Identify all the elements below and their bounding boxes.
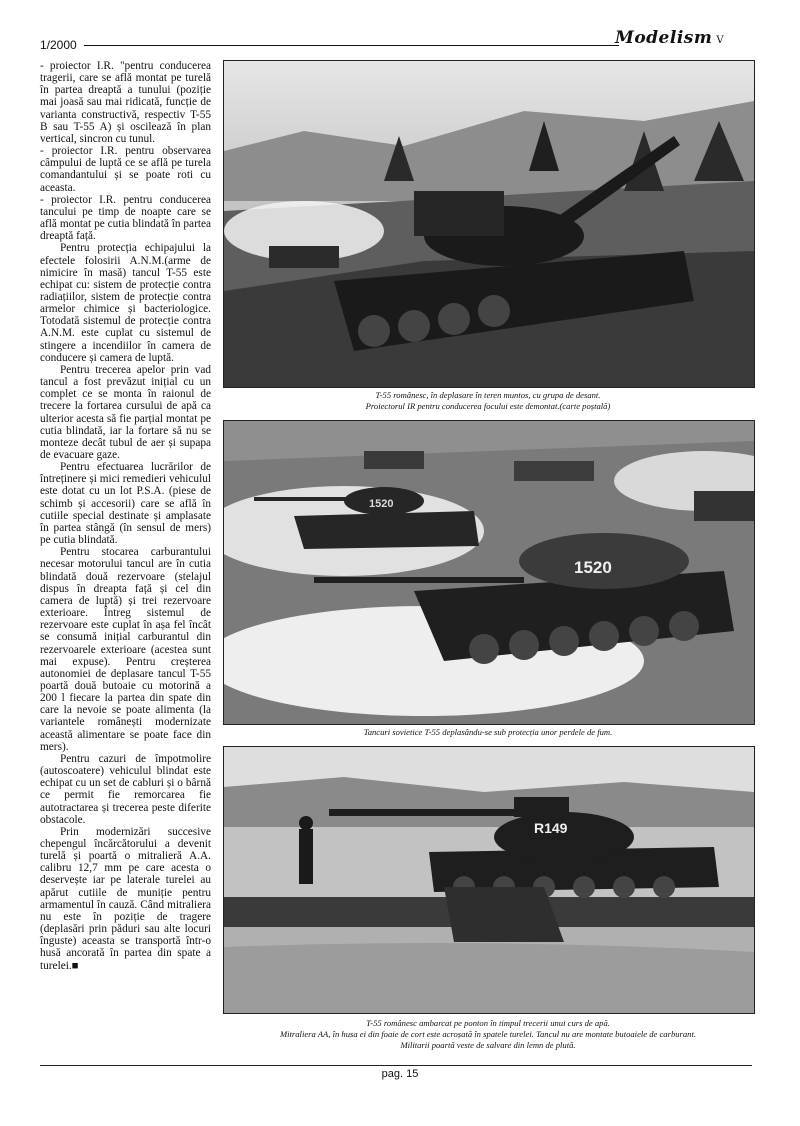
article-paragraph: - proiector I.R. "pentru conducerea tragerii, care se află montat pe turelă în partea dreaptă a tunului (poziție mai joasă sau mai ridicată, funcție de varianta constructivă, respectiv T-55 B sau T-55 A) și oscilează în plan vertical, sincron cu tunul. [40,60,211,145]
article-paragraph: Pentru protecția echipajului la efectele folosirii A.N.M.(arme de nimicire în masă) tancul T-55 este echipat cu: sistem de protecție contra radiațiilor, sistem de protecție contra armelor chimice și bacteriologice. Totodată sistemul de protecție contra A.N.M. este cuplat cu sistemul de stingere a incendiilor în camera de conducere și camera de luptă. [40,242,211,364]
photo-2-caption [223,727,753,738]
logo-text: Modelism [615,28,713,48]
magazine-logo [615,28,724,48]
turret-number-1520: 1520 [574,558,612,577]
article-paragraph [40,826,211,972]
header-rule [84,45,619,46]
caption-line: Proiectorul IR pentru conducerea focului este demontat.(carte poștală) [365,401,611,411]
photo-tank-pontoon [223,746,755,1014]
page-number: pag. 15 [381,1068,419,1080]
photo-tank-mountain [223,60,755,388]
article-paragraph: Pentru stocarea carburantului necesar motorului tancul are în cutia blindată două rezervoare (stelajul dispus în dreapta față și cel din camera de luptă) și trei rezervoare exterioare. Întreg sistemul de rezervoare este cuplat în așa fel încât se consumă inițial carburantul din rezervoarele exterioare (acestea sunt mai expuse). Pentru creșterea autonomiei de deplasare tancul T-55 poartă două butoaie cu motorină a 200 l fiecare la partea din spate din care la nevoie se poate alimenta (la variantele românești modernizate această alimentare se poate face din mers). [40,546,211,753]
end-mark: ■ [71,959,79,972]
caption-line: T-55 românesc, în deplasare în teren muntos, cu grupa de desant. [375,390,601,400]
footer-rule [40,1065,752,1066]
caption-line: Militarii poartă veste de salvare din lemn de plută. [400,1040,576,1050]
article-paragraph: Pentru efectuarea lucrărilor de întreținere și mici remedieri vehiculul este dotat cu un lot P.S.A. (piese de schimb și accesorii) care se află în cutiile special destinate și amplasate în partea stângă (în sensul de mers) pe cutia blindată. [40,461,211,547]
turret-number-r149: R149 [534,820,568,836]
caption-line: T-55 românesc ambarcat pe ponton în timpul trecerii unui curs de apă. [366,1018,610,1028]
caption-line: Mitraliera AA, în husa ei din foaie de cort este acroșată în spatele turelei. Tancul nu are montate butoaiele de carburant. [279,1029,697,1039]
photo-tanks-smoke [223,420,755,725]
article-paragraph: - proiector I.R. pentru conducerea tancului pe timp de noapte care se află montat pe cutia blindată în partea dreaptă față. [40,193,211,243]
logo-mark: V [716,35,725,46]
caption-line: Tancuri sovietice T-55 deplasându-se sub protecția unor perdele de fum. [363,727,613,737]
article-paragraph: Pentru trecerea apelor prin vad tancul a fost prevăzut inițial cu un complet ce se monta în raionul de trecere la fortarea cursului de apă ca ulterior acesta să fie parțial montat pe cutia blindată, iar la fortare să nu se monteze decât tubul de aer și supapa de evacuare gaze. [40,363,211,461]
turret-number-1520-small: 1520 [369,498,394,510]
photo-1-caption [223,390,753,412]
photo-3-caption [223,1018,753,1051]
article-text-column [40,60,211,972]
article-paragraph-text: Prin modernizări succesive chepengul încărcătorului a devenit turelă și poartă o mitralieră A.A. calibru 12,7 mm pe care acesta o deservește iar pe laterale turelei au apărut cutiile de muniție pentru armamentul în cauză. Când mitraliera nu este în poziție de tragere (deplasări prin păduri sau alte locuri înguste) aceasta se transportă într-o husă ancorată în partea din spate a turelei. [40,825,211,972]
article-paragraph: - proiector I.R. pentru observarea câmpului de luptă ce se află pe turela comandantului și se poate roti cu aceasta. [40,145,211,194]
article-paragraph: Pentru cazuri de împotmolire (autoscoatere) vehiculul blindat este echipat cu un set de cabluri și o bârnă ce permit fie remorcarea fie autotractarea și trecerea peste diferite obstacole. [40,752,211,826]
issue-number: 1/2000 [40,38,77,52]
